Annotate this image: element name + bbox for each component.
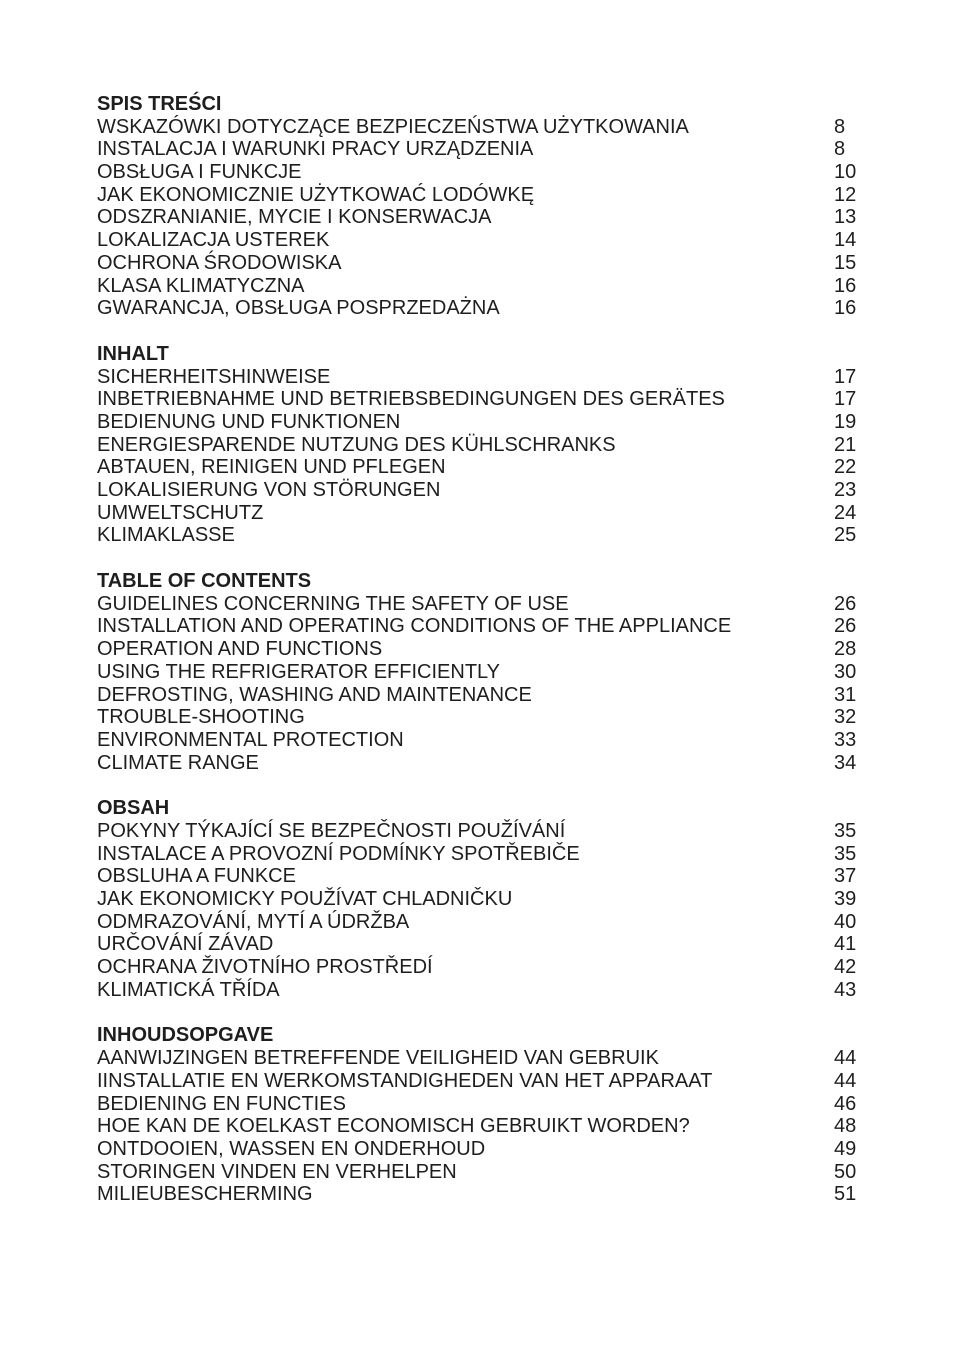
- entry-title: ABTAUEN, REINIGEN UND PFLEGEN: [97, 456, 446, 479]
- section-heading: INHALT: [97, 342, 169, 365]
- section-heading: SPIS TREŚCI: [97, 93, 222, 115]
- toc-entry[interactable]: [97, 1161, 867, 1184]
- entry-title: HOE KAN DE KOELKAST ECONOMISCH GEBRUIKT WORDEN?: [97, 1115, 690, 1138]
- toc-entry[interactable]: [97, 502, 867, 525]
- entry-title: ENERGIESPARENDE NUTZUNG DES KÜHLSCHRANKS: [97, 433, 616, 456]
- entry-page-number: 44: [834, 1069, 857, 1092]
- section-heading: INHOUDSOPGAVE: [97, 1024, 274, 1047]
- entry-title: INSTALLATION AND OPERATING CONDITIONS OF THE APPLIANCE: [97, 615, 732, 638]
- entry-page-number: 8: [834, 138, 846, 161]
- entry-title: CLIMATE RANGE: [97, 751, 259, 774]
- toc-section-czech: [97, 797, 867, 1001]
- entry-page-number: 35: [834, 819, 857, 842]
- toc-entry[interactable]: [97, 252, 867, 275]
- entry-page-number: 35: [834, 842, 857, 865]
- toc-entry[interactable]: [97, 979, 867, 1002]
- entry-page-number: 46: [834, 1092, 857, 1115]
- toc-entry[interactable]: [97, 1070, 867, 1093]
- toc-entry[interactable]: [97, 1047, 867, 1070]
- entry-page-number: 25: [834, 524, 857, 547]
- toc-entry[interactable]: [97, 206, 867, 229]
- entry-page-number: 17: [834, 388, 857, 411]
- entry-page-number: 12: [834, 183, 857, 206]
- entry-page-number: 17: [834, 365, 857, 388]
- entry-title: USING THE REFRIGERATOR EFFICIENTLY: [97, 660, 501, 683]
- entry-title: INSTALACJA I WARUNKI PRACY URZĄDZENIA: [97, 138, 534, 161]
- entry-page-number: 50: [834, 1160, 857, 1183]
- entry-title: KLIMATICKÁ TŘÍDA: [97, 978, 280, 1001]
- entry-title: POKYNY TÝKAJÍCÍ SE BEZPEČNOSTI POUŽÍVÁNÍ: [97, 819, 566, 842]
- entry-page-number: 49: [834, 1137, 857, 1160]
- section-heading: OBSAH: [97, 797, 170, 820]
- toc-entry[interactable]: [97, 888, 867, 911]
- toc-entry[interactable]: [97, 615, 867, 638]
- entry-page-number: 40: [834, 910, 857, 933]
- entry-title: IINSTALLATIE EN WERKOMSTANDIGHEDEN VAN HET APPARAAT: [97, 1069, 713, 1092]
- entry-page-number: 31: [834, 683, 857, 706]
- toc-entry[interactable]: [97, 820, 867, 843]
- entry-page-number: 33: [834, 728, 857, 751]
- toc-entry[interactable]: [97, 661, 867, 684]
- table-of-contents: [97, 93, 867, 1229]
- toc-entry[interactable]: [97, 388, 867, 411]
- toc-entry[interactable]: [97, 275, 867, 298]
- toc-entry[interactable]: [97, 684, 867, 707]
- entry-page-number: 42: [834, 956, 857, 979]
- entry-page-number: 24: [834, 501, 857, 524]
- entry-title: ODMRAZOVÁNÍ, MYTÍ A ÚDRŽBA: [97, 910, 410, 933]
- toc-entry[interactable]: [97, 524, 867, 547]
- entry-title: INBETRIEBNAHME UND BETRIEBSBEDINGUNGEN DES GERÄTES: [97, 388, 725, 411]
- entry-title: LOKALISIERUNG VON STÖRUNGEN: [97, 479, 441, 501]
- toc-entry[interactable]: [97, 911, 867, 934]
- toc-entry[interactable]: [97, 366, 867, 389]
- entry-page-number: 30: [834, 660, 857, 683]
- entry-page-number: 34: [834, 751, 857, 774]
- toc-entry[interactable]: [97, 456, 867, 479]
- toc-entry[interactable]: [97, 638, 867, 661]
- entry-title: MILIEUBESCHERMING: [97, 1183, 313, 1206]
- toc-section-dutch: [97, 1024, 867, 1206]
- entry-title: OBSŁUGA I FUNKCJE: [97, 161, 302, 184]
- entry-page-number: 10: [834, 161, 857, 184]
- entry-title: OCHRANA ŽIVOTNÍHO PROSTŘEDÍ: [97, 956, 433, 979]
- toc-section-polish: [97, 93, 867, 320]
- entry-title: STORINGEN VINDEN EN VERHELPEN: [97, 1160, 457, 1183]
- toc-entry[interactable]: [97, 956, 867, 979]
- entry-page-number: 21: [834, 433, 857, 456]
- entry-title: OBSLUHA A FUNKCE: [97, 865, 296, 888]
- entry-page-number: 19: [834, 410, 857, 433]
- entry-page-number: 39: [834, 888, 857, 910]
- entry-page-number: 51: [834, 1183, 857, 1206]
- toc-entry[interactable]: [97, 706, 867, 729]
- entry-page-number: 13: [834, 206, 857, 229]
- entry-title: LOKALIZACJA USTEREK: [97, 229, 330, 252]
- toc-entry[interactable]: [97, 1115, 867, 1138]
- entry-title: ENVIRONMENTAL PROTECTION: [97, 728, 404, 751]
- toc-entry[interactable]: [97, 161, 867, 184]
- toc-entry[interactable]: [97, 1183, 867, 1206]
- toc-section-english: [97, 570, 867, 774]
- toc-entry[interactable]: [97, 1093, 867, 1116]
- entry-page-number: 14: [834, 229, 857, 252]
- entry-page-number: 41: [834, 933, 857, 956]
- entry-page-number: 43: [834, 978, 857, 1001]
- entry-page-number: 16: [834, 297, 857, 320]
- entry-title: TROUBLE-SHOOTING: [97, 706, 305, 729]
- toc-entry[interactable]: [97, 434, 867, 457]
- toc-entry[interactable]: [97, 411, 867, 434]
- toc-entry[interactable]: [97, 933, 867, 956]
- toc-entry[interactable]: [97, 593, 867, 616]
- toc-entry[interactable]: [97, 479, 867, 502]
- entry-title: UMWELTSCHUTZ: [97, 501, 264, 524]
- toc-entry[interactable]: [97, 184, 867, 207]
- entry-title: WSKAZÓWKI DOTYCZĄCE BEZPIECZEŃSTWA UŻYTKOWANIA: [97, 115, 689, 138]
- entry-title: SICHERHEITSHINWEISE: [97, 365, 331, 388]
- entry-title: KLIMAKLASSE: [97, 524, 235, 547]
- toc-section-german: [97, 343, 867, 547]
- entry-page-number: 48: [834, 1115, 857, 1138]
- toc-entry[interactable]: [97, 729, 867, 752]
- entry-page-number: 44: [834, 1047, 857, 1070]
- toc-entry[interactable]: [97, 1138, 867, 1161]
- entry-title: DEFROSTING, WASHING AND MAINTENANCE: [97, 683, 532, 706]
- entry-page-number: 26: [834, 615, 857, 638]
- entry-title: JAK EKONOMICZNIE UŻYTKOWAĆ LODÓWKĘ: [97, 183, 535, 206]
- entry-page-number: 32: [834, 706, 857, 729]
- entry-page-number: 8: [834, 115, 846, 138]
- toc-entry[interactable]: [97, 116, 867, 139]
- toc-entry[interactable]: [97, 752, 867, 775]
- toc-entry[interactable]: [97, 229, 867, 252]
- entry-title: JAK EKONOMICKY POUŽÍVAT CHLADNIČKU: [97, 888, 513, 910]
- entry-title: OPERATION AND FUNCTIONS: [97, 638, 383, 661]
- toc-entry[interactable]: [97, 843, 867, 866]
- entry-title: URČOVÁNÍ ZÁVAD: [97, 933, 274, 956]
- section-heading: TABLE OF CONTENTS: [97, 570, 312, 593]
- entry-title: BEDIENING EN FUNCTIES: [97, 1092, 346, 1115]
- entry-title: GWARANCJA, OBSŁUGA POSPRZEDAŻNA: [97, 297, 500, 320]
- entry-page-number: 37: [834, 865, 857, 888]
- entry-title: INSTALACE A PROVOZNÍ PODMÍNKY SPOTŘEBIČE: [97, 842, 580, 865]
- entry-title: ONTDOOIEN, WASSEN EN ONDERHOUD: [97, 1137, 486, 1160]
- entry-page-number: 23: [834, 479, 857, 501]
- entry-title: KLASA KLIMATYCZNA: [97, 274, 305, 297]
- entry-title: ODSZRANIANIE, MYCIE I KONSERWACJA: [97, 206, 492, 229]
- entry-page-number: 28: [834, 638, 857, 661]
- entry-title: OCHRONA ŚRODOWISKA: [97, 251, 342, 274]
- entry-page-number: 16: [834, 274, 857, 297]
- entry-title: AANWIJZINGEN BETREFFENDE VEILIGHEID VAN GEBRUIK: [97, 1047, 659, 1070]
- entry-page-number: 15: [834, 251, 857, 274]
- toc-entry[interactable]: [97, 297, 867, 320]
- entry-page-number: 22: [834, 456, 857, 479]
- toc-entry[interactable]: [97, 865, 867, 888]
- entry-title: GUIDELINES CONCERNING THE SAFETY OF USE: [97, 592, 569, 615]
- entry-title: BEDIENUNG UND FUNKTIONEN: [97, 410, 401, 433]
- entry-page-number: 26: [834, 592, 857, 615]
- toc-entry[interactable]: [97, 138, 867, 161]
